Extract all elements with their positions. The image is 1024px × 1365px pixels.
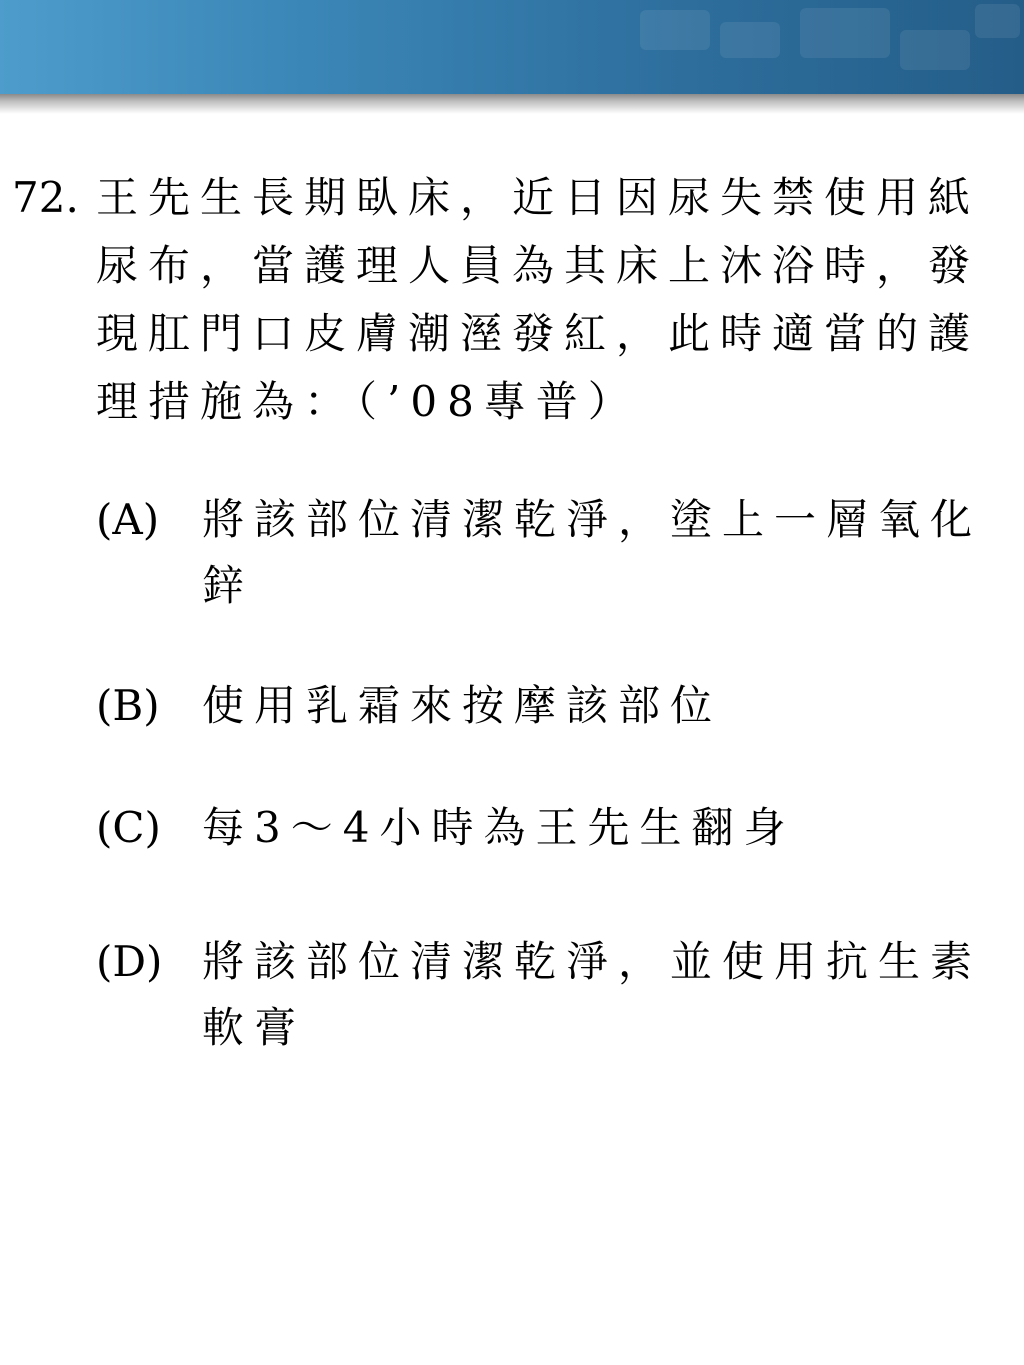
option-text-line: 每3～4小時為王先生翻身 <box>202 803 796 852</box>
question-text-line: 現肛門口皮膚潮溼發紅，此時適當的護 <box>96 309 981 358</box>
option-text-line: 鋅 <box>202 561 255 610</box>
option-label: (B) <box>96 681 160 730</box>
option-label: (A) <box>96 495 160 544</box>
header-divider <box>0 94 1024 114</box>
option-text-line: 使用乳霜來按摩該部位 <box>202 681 723 730</box>
option-label: (C) <box>96 803 161 852</box>
option-text-line: 將該部位清潔乾淨，塗上一層氧化 <box>202 495 983 544</box>
question-number: 72. <box>12 173 79 222</box>
header-banner <box>0 0 1024 94</box>
option-text-line: 將該部位清潔乾淨，並使用抗生素 <box>202 937 983 986</box>
question-text-line: 理措施為：（’08專普） <box>96 377 640 426</box>
option-text-line: 軟膏 <box>202 1003 307 1052</box>
question-text-line: 王先生長期臥床，近日因尿失禁使用紙 <box>96 173 981 222</box>
question-text-line: 尿布，當護理人員為其床上沐浴時，發 <box>96 241 981 290</box>
option-label: (D) <box>96 937 163 986</box>
